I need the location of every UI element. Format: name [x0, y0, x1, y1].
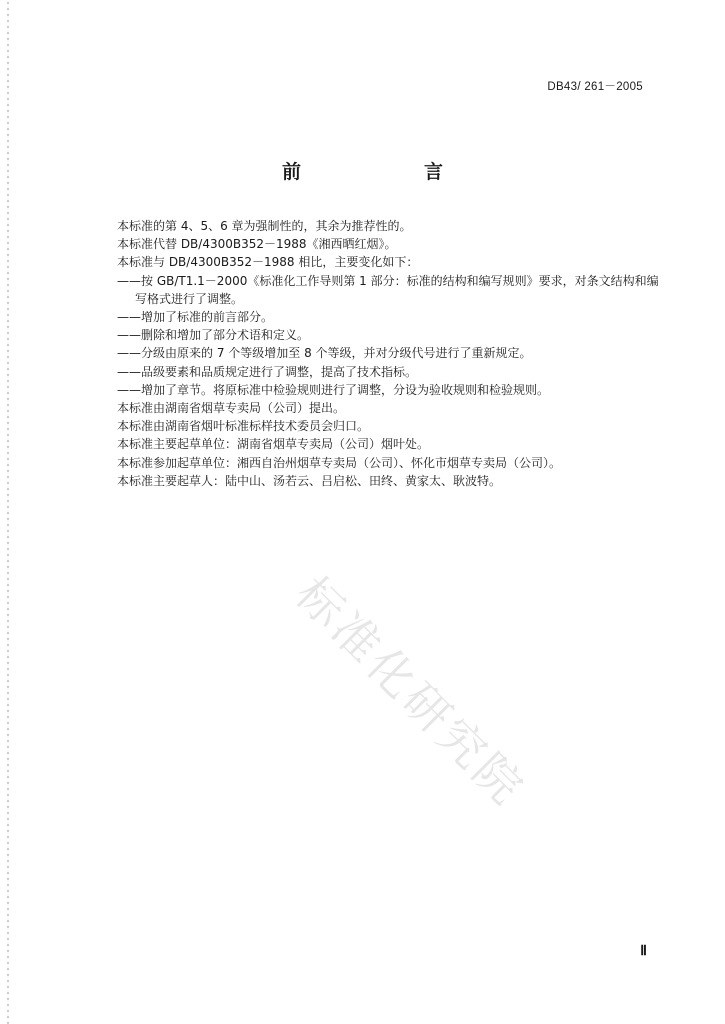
paragraph: 本标准主要起草单位：湖南省烟草专卖局（公司）烟叶处。: [117, 437, 430, 452]
list-item: ——品级要素和品质规定进行了调整，提高了技术指标。: [117, 364, 418, 379]
paragraph: 本标准代替 DB/4300B352－1988《湘西晒红烟》。: [117, 237, 397, 252]
scan-edge-dots: [6, 0, 10, 1024]
page-title: 前 言: [281, 161, 495, 183]
document-code: DB43/ 261－2005: [547, 81, 643, 93]
paragraph: 本标准由湖南省烟草专卖局（公司）提出。: [117, 401, 346, 416]
list-item: ——增加了标准的前言部分。: [117, 310, 274, 325]
list-item: ——增加了章节。将原标准中检验规则进行了调整，分设为验收规则和检验规则。: [117, 382, 550, 397]
list-item-continuation: 写格式进行了调整。: [135, 291, 244, 306]
paragraph: 本标准主要起草人：陆中山、汤若云、吕启松、田终、黄家太、耿波特。: [117, 473, 502, 488]
page-number: Ⅱ: [640, 944, 647, 959]
watermark: 标准化研究院: [285, 566, 536, 817]
list-item: ——删除和增加了部分术语和定义。: [117, 328, 310, 343]
list-item: ——按 GB/T1.1－2000《标准化工作导则第 1 部分：标准的结构和编写规则》要求，对条文结构和编: [117, 273, 659, 288]
list-item: ——分级由原来的 7 个等级增加至 8 个等级，并对分级代号进行了重新规定。: [117, 346, 532, 361]
paragraph: 本标准的第 4、5、6 章为强制性的，其余为推荐性的。: [117, 219, 412, 233]
paragraph: 本标准由湖南省烟叶标准标样技术委员会归口。: [117, 419, 370, 434]
paragraph: 本标准与 DB/4300B352－1988 相比，主要变化如下：: [117, 255, 419, 270]
foreword-body: [117, 217, 687, 490]
paragraph: 本标准参加起草单位：湘西自治州烟草专卖局（公司）、怀化市烟草专卖局（公司）。: [117, 455, 562, 470]
